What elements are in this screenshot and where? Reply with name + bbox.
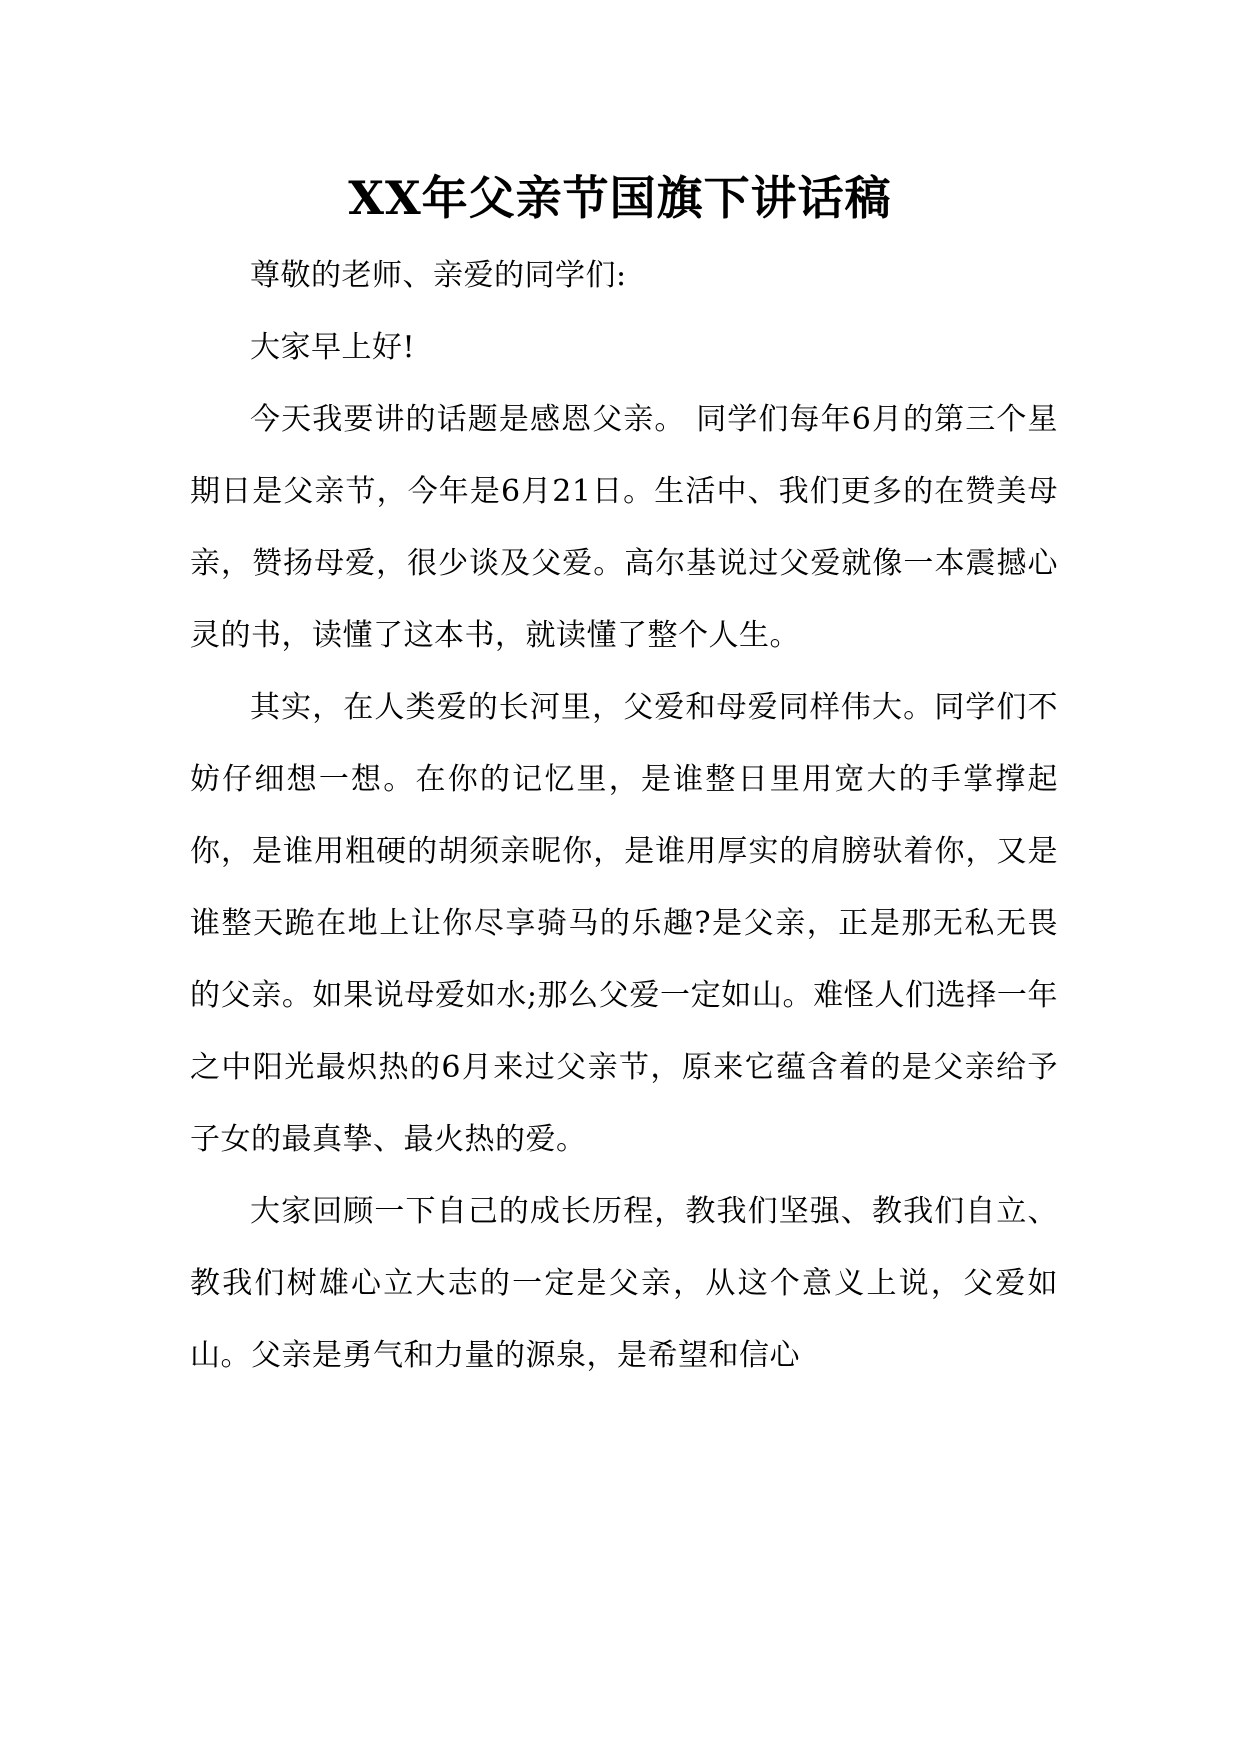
document-body [190,240,1058,1392]
paragraph-salutation: 尊敬的老师、亲爱的同学们: [250,258,627,293]
document-title: XX年父亲节国旗下讲话稿 [348,171,892,225]
paragraph-growth: 大家回顾一下自己的成长历程，教我们坚强、教我们自立、教我们树雄心立大志的一定是父亲，从这个意义上说，父爱如山。父亲是勇气和力量的源泉，是希望和信心 [190,1194,1058,1373]
paragraph-topic: 今天我要讲的话题是感恩父亲。 同学们每年6月的第三个星期日是父亲节，今年是6月21日。生活中、我们更多的在赞美母亲，赞扬母爱，很少谈及父爱。高尔基说过父爱就像一本震撼心灵的书，读懂了这本书，就读懂了整个人生。 [190,402,1058,653]
paragraph-greeting: 大家早上好! [250,330,416,365]
paragraph-fatherly-love: 其实，在人类爱的长河里，父爱和母爱同样伟大。同学们不妨仔细想一想。在你的记忆里，是谁整日里用宽大的手掌撑起你，是谁用粗硬的胡须亲昵你，是谁用厚实的肩膀驮着你，又是谁整天跪在地上让你尽享骑马的乐趣?是父亲，正是那无私无畏的父亲。如果说母爱如水;那么父爱一定如山。难怪人们选择一年之中阳光最炽热的6月来过父亲节，原来它蕴含着的是父亲给予子女的最真挚、最火热的爱。 [190,690,1058,1157]
